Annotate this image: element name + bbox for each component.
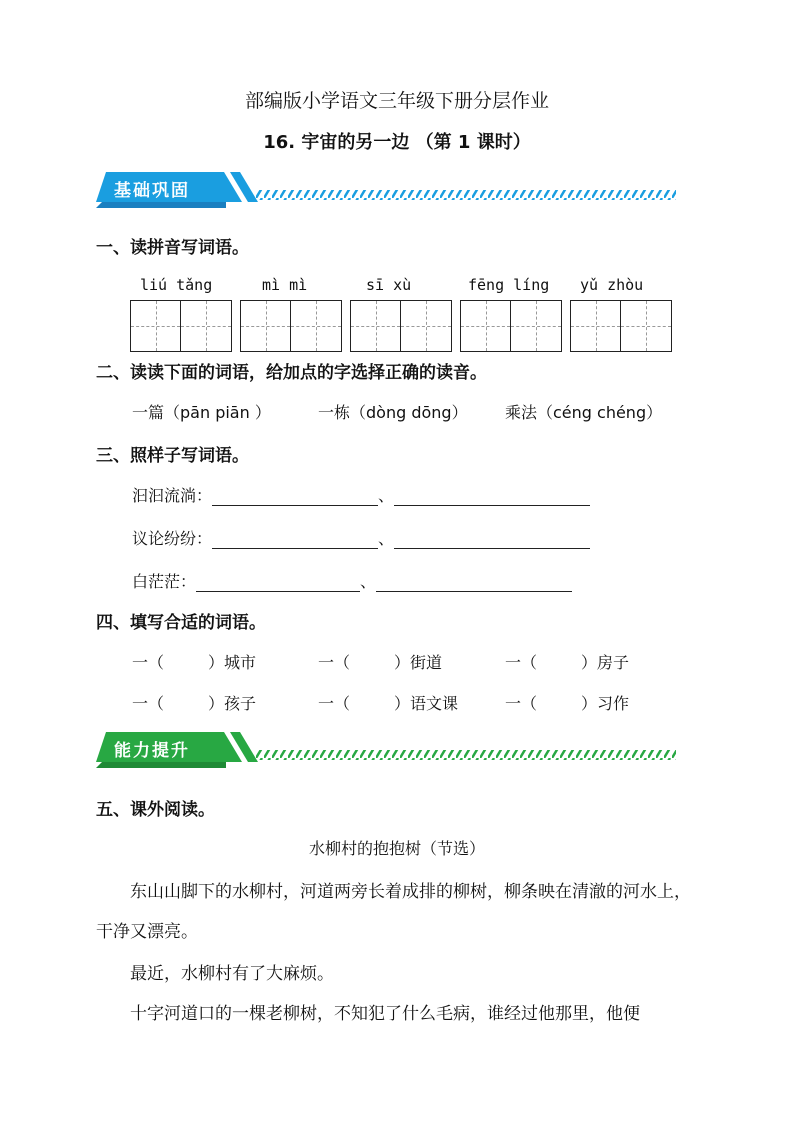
writing-grid-3[interactable] (350, 300, 452, 352)
section-banner-advanced (96, 728, 686, 774)
pinyin-1: liú tǎng (140, 276, 213, 294)
writing-grid-2[interactable] (240, 300, 342, 352)
pinyin-4: fēng líng (468, 276, 550, 294)
answer-line[interactable] (376, 573, 572, 592)
answer-line[interactable] (394, 530, 590, 549)
q4-suffix: ）语文课 (394, 694, 459, 713)
q4-suffix: ）房子 (581, 653, 630, 672)
pinyin-2: mì mì (262, 276, 308, 294)
q2-item-2: 一栋（dòng dōng） (318, 403, 468, 422)
q4-prefix: 一（ (505, 694, 538, 713)
pinyin-3: sī xù (366, 276, 412, 294)
question-2-title: 二、读读下面的词语，给加点的字选择正确的读音。 (96, 363, 487, 383)
writing-grid-4[interactable] (460, 300, 562, 352)
question-4-title: 四、填写合适的词语。 (96, 613, 266, 633)
q2-item-1: 一篇（pān piān ） (132, 403, 271, 422)
answer-line[interactable] (212, 530, 378, 549)
section-label-advanced: 能力提升 (114, 741, 190, 761)
q3-row-2 (132, 526, 612, 549)
document-title: 部编版小学语文三年级下册分层作业 (244, 90, 549, 112)
answer-line[interactable] (394, 487, 590, 506)
passage-paragraph: 东山山脚下的水柳村，河道两旁长着成排的柳树，柳条映在清澈的河水上，干净又漂亮。 (96, 882, 691, 942)
q4-prefix: 一（ (505, 653, 538, 672)
q4-item (505, 650, 629, 673)
q3-label-3: 白茫茫： (132, 572, 197, 591)
question-3-title: 三、照样子写词语。 (96, 446, 249, 466)
q3-row-3 (132, 569, 612, 592)
separator: 、 (378, 529, 395, 548)
q2-item-3: 乘法（céng chéng） (505, 403, 663, 422)
q4-prefix: 一（ (132, 694, 165, 713)
q4-suffix: ）孩子 (208, 694, 257, 713)
passage-paragraph: 最近，水柳村有了大麻烦。 (130, 964, 334, 984)
q4-suffix: ）习作 (581, 694, 630, 713)
q4-suffix: ）街道 (394, 653, 443, 672)
passage-title: 水柳村的抱抱树（节选） (308, 839, 485, 858)
question-1-title: 一、读拼音写词语。 (96, 238, 249, 258)
q4-item (132, 691, 256, 714)
writing-grid-1[interactable] (130, 300, 232, 352)
answer-line[interactable] (196, 573, 360, 592)
q4-item (505, 691, 629, 714)
section-banner-basic (96, 168, 686, 214)
q3-row-1 (132, 483, 612, 506)
q3-label-1: 汩汩流淌： (132, 486, 213, 505)
lesson-title: 16. 宇宙的另一边 （第 1 课时） (263, 132, 531, 153)
q4-item (318, 691, 458, 714)
passage-paragraph: 十字河道口的一棵老柳树，不知犯了什么毛病，谁经过他那里，他便 (130, 1004, 640, 1024)
q4-item (132, 650, 256, 673)
question-5-title: 五、课外阅读。 (96, 800, 215, 820)
separator: 、 (360, 572, 377, 591)
answer-line[interactable] (212, 487, 378, 506)
section-label-basic: 基础巩固 (114, 181, 190, 201)
pinyin-5: yǔ zhòu (580, 276, 644, 294)
writing-grid-5[interactable] (570, 300, 672, 352)
q3-label-2: 议论纷纷： (132, 529, 213, 548)
q4-item (318, 650, 442, 673)
separator: 、 (378, 486, 395, 505)
q4-prefix: 一（ (132, 653, 165, 672)
q4-prefix: 一（ (318, 653, 351, 672)
q4-suffix: ）城市 (208, 653, 257, 672)
q4-prefix: 一（ (318, 694, 351, 713)
